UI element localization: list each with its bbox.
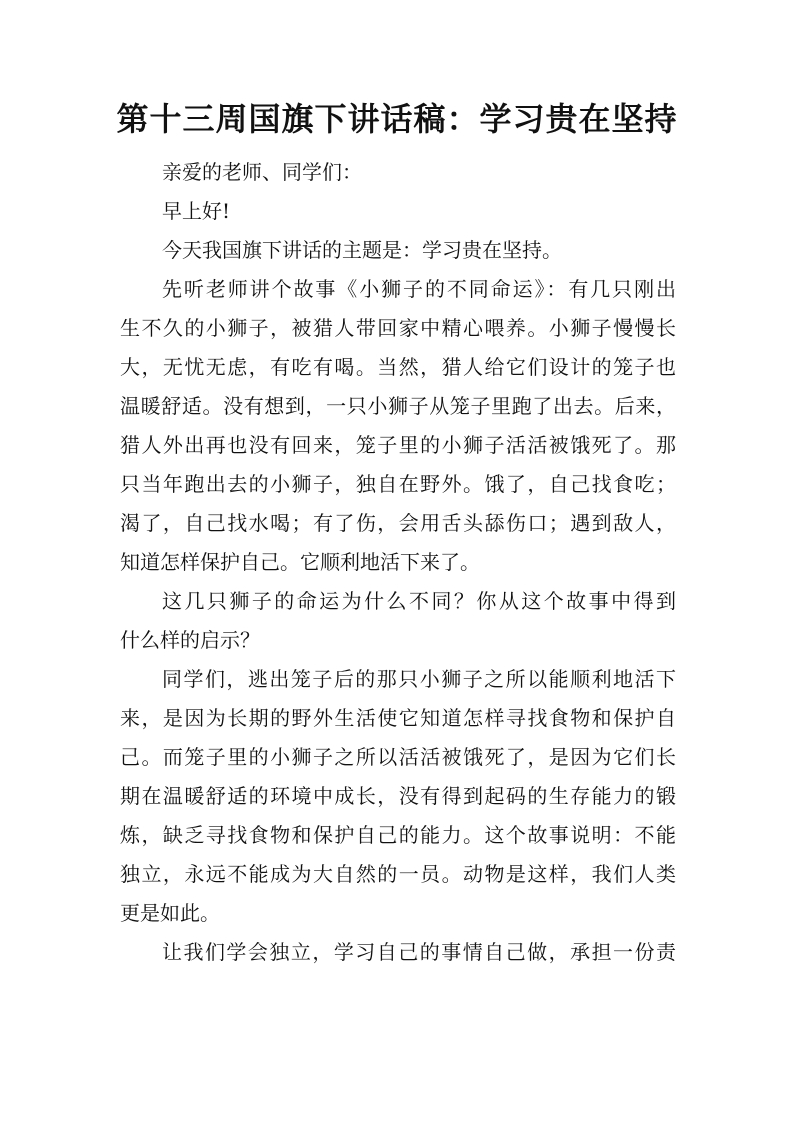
body-line: 今天我国旗下讲话的主题是：学习贵在坚持。: [162, 238, 562, 262]
document-body: [120, 153, 676, 972]
body-line: 渴了，自己找水喝；有了伤，会用舌头舔伤口；遇到敌人，: [120, 511, 676, 535]
body-line: 什么样的启示？: [120, 628, 260, 652]
body-line: 知道怎样保护自己。它顺利地活下来了。: [120, 550, 480, 574]
body-line: 只当年跑出去的小狮子，独自在野外。饿了，自己找食吃；: [120, 472, 676, 496]
body-line: 独立，永远不能成为大自然的一员。动物是这样，我们人类: [120, 862, 676, 886]
body-line: 亲爱的老师、同学们：: [162, 160, 362, 184]
body-line: 来，是因为长期的野外生活使它知道怎样寻找食物和保护自: [120, 706, 676, 730]
closing-paragraph: [120, 933, 676, 972]
body-line: 温暖舒适。没有想到，一只小狮子从笼子里跑了出去。后来，: [120, 394, 676, 418]
topic-paragraph: [120, 231, 676, 270]
body-line: 己。而笼子里的小狮子之所以活活被饿死了，是因为它们长: [120, 745, 676, 769]
document-title: 第十三周国旗下讲话稿：学习贵在坚持: [116, 100, 678, 138]
story-paragraph: [120, 270, 676, 582]
body-line: 让我们学会独立，学习自己的事情自己做，承担一份责: [162, 940, 676, 964]
body-line: 生不久的小狮子，被猎人带回家中精心喂养。小狮子慢慢长: [120, 316, 676, 340]
body-line: 先听老师讲个故事《小狮子的不同命运》：有几只刚出: [162, 277, 676, 301]
greeting: [120, 153, 676, 192]
moral-paragraph: [120, 660, 676, 933]
body-line: 大，无忧无虑，有吃有喝。当然，猎人给它们设计的笼子也: [120, 355, 676, 379]
body-line: 炼，缺乏寻找食物和保护自己的能力。这个故事说明：不能: [120, 823, 676, 847]
question-paragraph: [120, 582, 676, 660]
body-line: 更是如此。: [120, 901, 220, 925]
body-line: 期在温暖舒适的环境中成长，没有得到起码的生存能力的锻: [120, 784, 676, 808]
body-line: 同学们，逃出笼子后的那只小狮子之所以能顺利地活下: [162, 667, 676, 691]
body-line: 这几只狮子的命运为什么不同？你从这个故事中得到: [162, 589, 676, 613]
body-line: 早上好!: [162, 199, 231, 223]
body-line: 猎人外出再也没有回来，笼子里的小狮子活活被饿死了。那: [120, 433, 676, 457]
salutation: [120, 192, 676, 231]
